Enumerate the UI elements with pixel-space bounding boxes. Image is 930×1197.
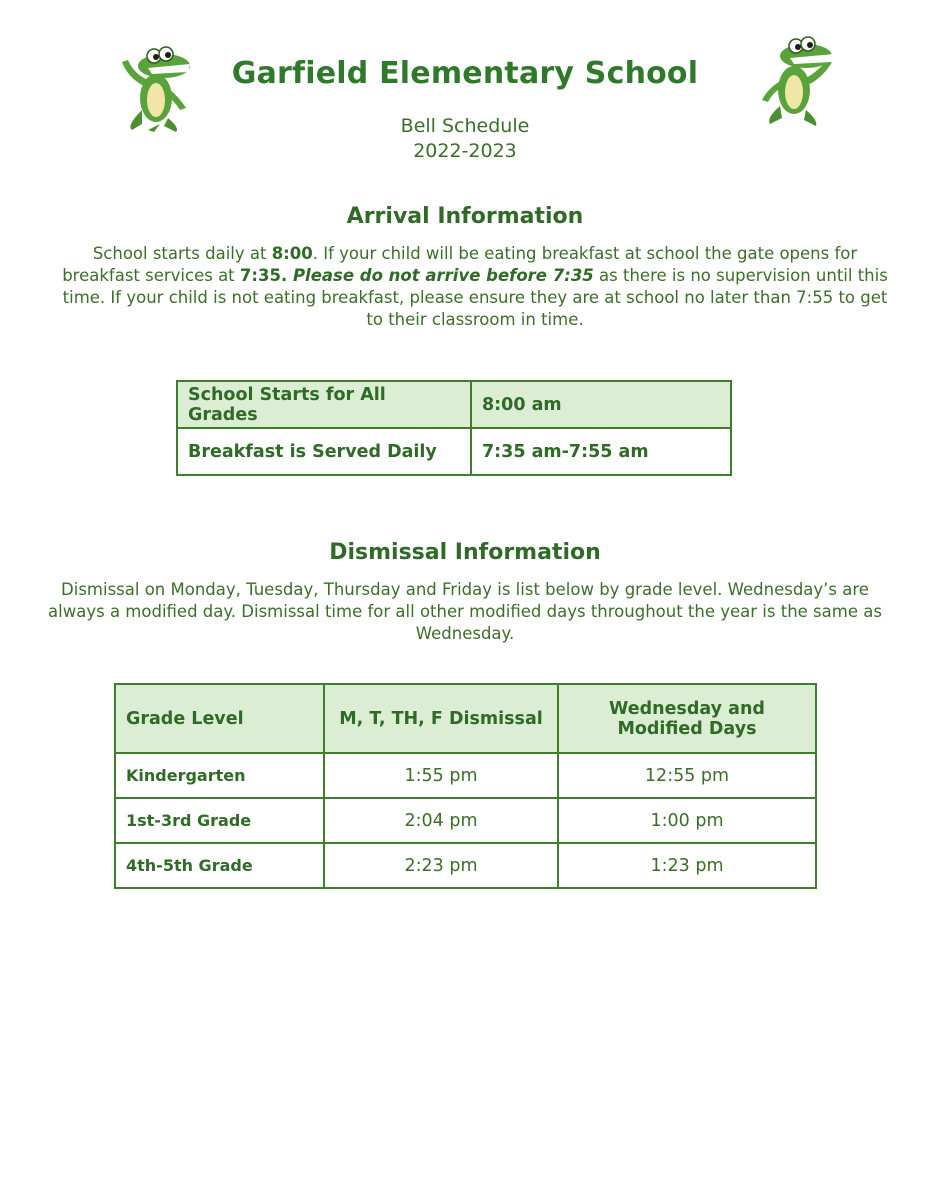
arrival-table (176, 380, 732, 476)
table-row (115, 798, 816, 843)
modified-time-cell: 12:55 pm (558, 753, 816, 798)
modified-time-cell: 1:23 pm (558, 843, 816, 888)
column-header-modified-dismissal: Wednesday and Modified Days (558, 684, 816, 753)
dismissal-paragraph: Dismissal on Monday, Tuesday, Thursday and Friday is list below by grade level. Wednesday’s are always a modified day. Dismissal time for all other modified days throughout the year is the same as Wednesday. (48, 580, 882, 643)
regular-time-cell: 2:04 pm (324, 798, 558, 843)
arrival-label-cell: School Starts for All Grades (177, 381, 471, 428)
dismissal-heading: Dismissal Information (329, 540, 601, 565)
subtitle-school-year: 2022-2023 (413, 140, 517, 162)
table-header-row (115, 684, 816, 753)
regular-time-cell: 1:55 pm (324, 753, 558, 798)
arrival-label-cell: Breakfast is Served Daily (177, 428, 471, 475)
dismissal-table (114, 683, 817, 889)
regular-time-cell: 2:23 pm (324, 843, 558, 888)
column-header-grade-level: Grade Level (115, 684, 324, 753)
table-row (115, 753, 816, 798)
page-title: Garfield Elementary School (231, 56, 699, 91)
subtitle (0, 114, 930, 164)
subtitle-bell-schedule: Bell Schedule (400, 115, 530, 137)
table-row (115, 843, 816, 888)
arrival-heading: Arrival Information (346, 204, 584, 229)
arrival-paragraph: School starts daily at 8:00. If your child will be eating breakfast at school the gate opens for breakfast services at 7:35. Please do not arrive before 7:35 as there is no supervision until this time. If your child is not eating breakfast, please ensure they are at school no later than 7:55 to get to their classroom in time. (62, 244, 888, 329)
arrival-value-cell: 8:00 am (471, 381, 731, 428)
grade-cell: 1st-3rd Grade (115, 798, 324, 843)
table-row (177, 381, 731, 428)
grade-cell: Kindergarten (115, 753, 324, 798)
table-row (177, 428, 731, 475)
modified-time-cell: 1:00 pm (558, 798, 816, 843)
grade-cell: 4th-5th Grade (115, 843, 324, 888)
arrival-value-cell: 7:35 am-7:55 am (471, 428, 731, 475)
column-header-regular-dismissal: M, T, TH, F Dismissal (324, 684, 558, 753)
